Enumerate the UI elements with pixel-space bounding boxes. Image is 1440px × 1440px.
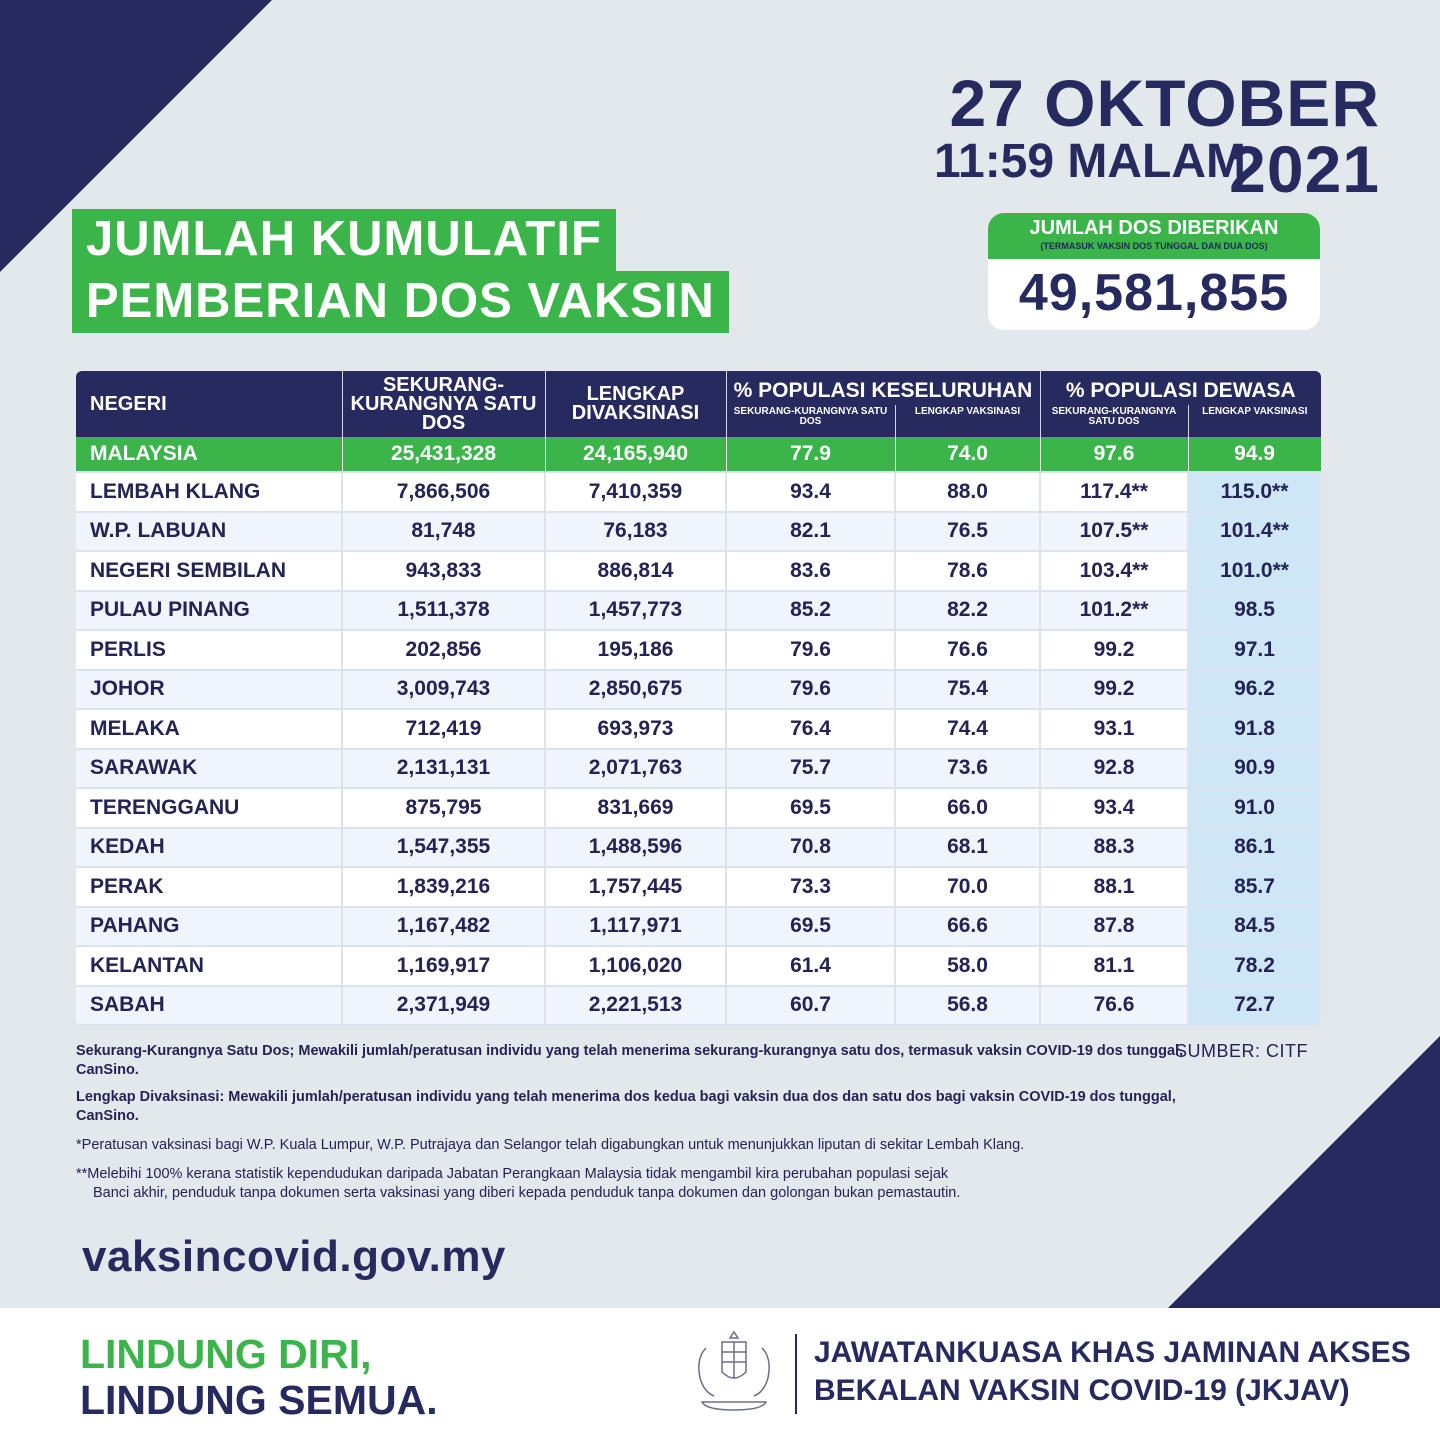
table-row	[76, 551, 1321, 591]
table-cell: 943,833	[342, 551, 545, 591]
table-cell: 101.0**	[1188, 551, 1321, 591]
table-cell: 81,748	[342, 512, 545, 552]
table-cell: 115.0**	[1188, 472, 1321, 512]
table-cell: 70.0	[895, 867, 1040, 907]
vaccination-table-container	[76, 371, 1321, 1026]
table-cell: 76,183	[545, 512, 726, 552]
table-cell: 69.5	[726, 907, 895, 947]
table-cell: 886,814	[545, 551, 726, 591]
column-header-dose1: SEKURANG-KURANGNYA SATU DOS	[342, 371, 545, 437]
table-cell: 83.6	[726, 551, 895, 591]
table-cell: 73.6	[895, 749, 1040, 789]
subheader-adult-full: LENGKAP VAKSINASI	[1188, 405, 1321, 437]
table-cell: 96.2	[1188, 670, 1321, 710]
table-cell: 76.4	[726, 709, 895, 749]
table-cell: 2,131,131	[342, 749, 545, 789]
table-cell: 2,221,513	[545, 986, 726, 1026]
table-cell: 117.4**	[1040, 472, 1188, 512]
table-cell: 66.0	[895, 788, 1040, 828]
table-cell: 78.6	[895, 551, 1040, 591]
table-cell: 68.1	[895, 828, 1040, 868]
table-cell: 693,973	[545, 709, 726, 749]
table-cell: 99.2	[1040, 670, 1188, 710]
table-cell: 875,795	[342, 788, 545, 828]
column-group-adult-population: % POPULASI DEWASA	[1040, 371, 1321, 405]
table-cell: 88.1	[1040, 867, 1188, 907]
table-cell: 7,866,506	[342, 472, 545, 512]
table-cell: 25,431,328	[342, 437, 545, 472]
report-time: 11:59 MALAM	[933, 135, 1247, 188]
table-cell: 93.4	[726, 472, 895, 512]
footer	[0, 1308, 1440, 1440]
column-header-full: LENGKAP DIVAKSINASI	[545, 371, 726, 437]
table-cell: 66.6	[895, 907, 1040, 947]
table-cell: 94.9	[1188, 437, 1321, 472]
table-cell: 1,547,355	[342, 828, 545, 868]
column-header-negeri: NEGERI	[76, 371, 342, 437]
table-cell: 77.9	[726, 437, 895, 472]
table-row	[76, 907, 1321, 947]
table-cell: 24,165,940	[545, 437, 726, 472]
table-cell: 1,757,445	[545, 867, 726, 907]
state-name-cell: PULAU PINANG	[76, 591, 342, 631]
table-cell: 86.1	[1188, 828, 1321, 868]
table-cell: 92.8	[1040, 749, 1188, 789]
table-cell: 61.4	[726, 946, 895, 986]
table-cell: 1,106,020	[545, 946, 726, 986]
table-cell: 1,488,596	[545, 828, 726, 868]
table-row	[76, 828, 1321, 868]
slogan-line-2: LINDUNG SEMUA.	[80, 1377, 438, 1423]
table-cell: 97.1	[1188, 630, 1321, 670]
organization-name-line-2: BEKALAN VAKSIN COVID-19 (JKJAV)	[814, 1374, 1350, 1407]
total-doses-header	[988, 213, 1320, 259]
table-cell: 82.2	[895, 591, 1040, 631]
table-row	[76, 709, 1321, 749]
table-cell: 85.2	[726, 591, 895, 631]
table-cell: 75.7	[726, 749, 895, 789]
table-row	[76, 670, 1321, 710]
state-name-cell: PERAK	[76, 867, 342, 907]
state-name-cell: W.P. LABUAN	[76, 512, 342, 552]
table-cell: 73.3	[726, 867, 895, 907]
table-row	[76, 630, 1321, 670]
table-row	[76, 986, 1321, 1026]
table-cell: 831,669	[545, 788, 726, 828]
table-cell: 712,419	[342, 709, 545, 749]
organization-name-line-1: JAWATANKUASA KHAS JAMINAN AKSES	[814, 1336, 1411, 1369]
state-name-cell: SARAWAK	[76, 749, 342, 789]
state-name-cell: NEGERI SEMBILAN	[76, 551, 342, 591]
table-cell: 195,186	[545, 630, 726, 670]
table-cell: 101.4**	[1188, 512, 1321, 552]
table-cell: 1,511,378	[342, 591, 545, 631]
state-name-cell: KELANTAN	[76, 946, 342, 986]
table-cell: 85.7	[1188, 867, 1321, 907]
table-cell: 58.0	[895, 946, 1040, 986]
table-cell: 69.5	[726, 788, 895, 828]
subheader-total-full: LENGKAP VAKSINASI	[895, 405, 1040, 437]
page-title-line-2: PEMBERIAN DOS VAKSIN	[72, 271, 729, 333]
table-cell: 103.4**	[1040, 551, 1188, 591]
footnote-1: *Peratusan vaksinasi bagi W.P. Kuala Lumpur, W.P. Putrajaya dan Selangor telah digabungkan untuk menunjukkan liputan di sekitar Lembah Klang.	[76, 1137, 1025, 1153]
table-cell: 98.5	[1188, 591, 1321, 631]
notes-section	[76, 1042, 1206, 1203]
state-name-cell: LEMBAH KLANG	[76, 472, 342, 512]
table-cell: 76.6	[1040, 986, 1188, 1026]
table-cell: 60.7	[726, 986, 895, 1026]
footnote-2a: **Melebihi 100% kerana statistik kependudukan daripada Jabatan Perangkaan Malaysia tidak mengambil kira perubahan populasi sejak	[76, 1166, 949, 1182]
table-cell: 93.4	[1040, 788, 1188, 828]
corner-decoration-bottom-right	[1168, 1036, 1440, 1308]
state-name-cell: PERLIS	[76, 630, 342, 670]
table-row	[76, 946, 1321, 986]
table-cell: 74.4	[895, 709, 1040, 749]
vaccination-table	[76, 371, 1321, 1026]
table-cell: 2,850,675	[545, 670, 726, 710]
subheader-total-dose1: SEKURANG-KURANGNYA SATU DOS	[726, 405, 895, 437]
table-cell: 91.8	[1188, 709, 1321, 749]
table-body	[76, 437, 1321, 1025]
table-cell: 84.5	[1188, 907, 1321, 947]
table-cell: 87.8	[1040, 907, 1188, 947]
table-cell: 70.8	[726, 828, 895, 868]
malaysia-coat-of-arms-icon	[684, 1328, 784, 1420]
table-cell: 76.6	[895, 630, 1040, 670]
table-row	[76, 867, 1321, 907]
table-cell: 107.5**	[1040, 512, 1188, 552]
state-name-cell: MELAKA	[76, 709, 342, 749]
column-group-total-population: % POPULASI KESELURUHAN	[726, 371, 1040, 405]
table-cell: 1,167,482	[342, 907, 545, 947]
state-name-cell: KEDAH	[76, 828, 342, 868]
table-cell: 74.0	[895, 437, 1040, 472]
total-doses-value: 49,581,855	[1018, 264, 1290, 322]
report-date: 27 OKTOBER 2021	[949, 66, 1380, 206]
summary-row-malaysia	[76, 437, 1321, 472]
footnote-2b: Banci akhir, penduduk tanpa dokumen serta vaksinasi yang diberi kepada penduduk tanpa dokumen dan golongan bukan pemastautin.	[93, 1185, 961, 1201]
table-cell: 91.0	[1188, 788, 1321, 828]
table-cell: 1,169,917	[342, 946, 545, 986]
table-cell: 2,071,763	[545, 749, 726, 789]
state-name-cell: SABAH	[76, 986, 342, 1026]
website-link[interactable]: vaksincovid.gov.my	[82, 1232, 506, 1281]
table-cell: 1,839,216	[342, 867, 545, 907]
state-name-cell: TERENGGANU	[76, 788, 342, 828]
table-cell: 81.1	[1040, 946, 1188, 986]
table-cell: 90.9	[1188, 749, 1321, 789]
table-cell: 2,371,949	[342, 986, 545, 1026]
subheader-adult-dose1: SEKURANG-KURANGNYA SATU DOS	[1040, 405, 1188, 437]
table-cell: 3,009,743	[342, 670, 545, 710]
table-cell: 82.1	[726, 512, 895, 552]
table-cell: 202,856	[342, 630, 545, 670]
table-row	[76, 472, 1321, 512]
slogan-line-1: LINDUNG DIRI,	[80, 1331, 372, 1377]
table-cell: 93.1	[1040, 709, 1188, 749]
state-name-cell: PAHANG	[76, 907, 342, 947]
total-doses-label: JUMLAH DOS DIBERIKAN	[1029, 217, 1279, 239]
table-row	[76, 591, 1321, 631]
table-cell: 79.6	[726, 630, 895, 670]
table-cell: 88.0	[895, 472, 1040, 512]
definition-full: Lengkap Divaksinasi: Mewakili jumlah/peratusan individu yang telah menerima dos kedua bagi vaksin dua dos dan satu dos bagi vaksin COVID-19 dos tunggal, CanSino.	[76, 1089, 1176, 1124]
table-cell: 99.2	[1040, 630, 1188, 670]
table-cell: 75.4	[895, 670, 1040, 710]
table-cell: 97.6	[1040, 437, 1188, 472]
table-cell: 56.8	[895, 986, 1040, 1026]
table-cell: 7,410,359	[545, 472, 726, 512]
total-doses-sublabel: (TERMASUK VAKSIN DOS TUNGGAL DAN DUA DOS)	[1040, 241, 1268, 251]
total-doses-box	[988, 213, 1320, 330]
table-row	[76, 749, 1321, 789]
table-cell: 88.3	[1040, 828, 1188, 868]
page-title-line-1: JUMLAH KUMULATIF	[72, 209, 616, 271]
table-cell: MALAYSIA	[76, 437, 342, 472]
footer-divider	[795, 1334, 797, 1414]
state-name-cell: JOHOR	[76, 670, 342, 710]
definition-dose1: Sekurang-Kurangnya Satu Dos; Mewakili jumlah/peratusan individu yang telah menerima sekurang-kurangnya satu dos, termasuk vaksin COVID-19 dos tunggal, CanSino.	[76, 1043, 1184, 1078]
source-label: SUMBER: CITF	[1174, 1041, 1308, 1061]
table-cell: 79.6	[726, 670, 895, 710]
table-row	[76, 788, 1321, 828]
table-cell: 101.2**	[1040, 591, 1188, 631]
table-row	[76, 512, 1321, 552]
table-cell: 1,457,773	[545, 591, 726, 631]
table-cell: 76.5	[895, 512, 1040, 552]
table-cell: 78.2	[1188, 946, 1321, 986]
table-cell: 72.7	[1188, 986, 1321, 1026]
table-cell: 1,117,971	[545, 907, 726, 947]
